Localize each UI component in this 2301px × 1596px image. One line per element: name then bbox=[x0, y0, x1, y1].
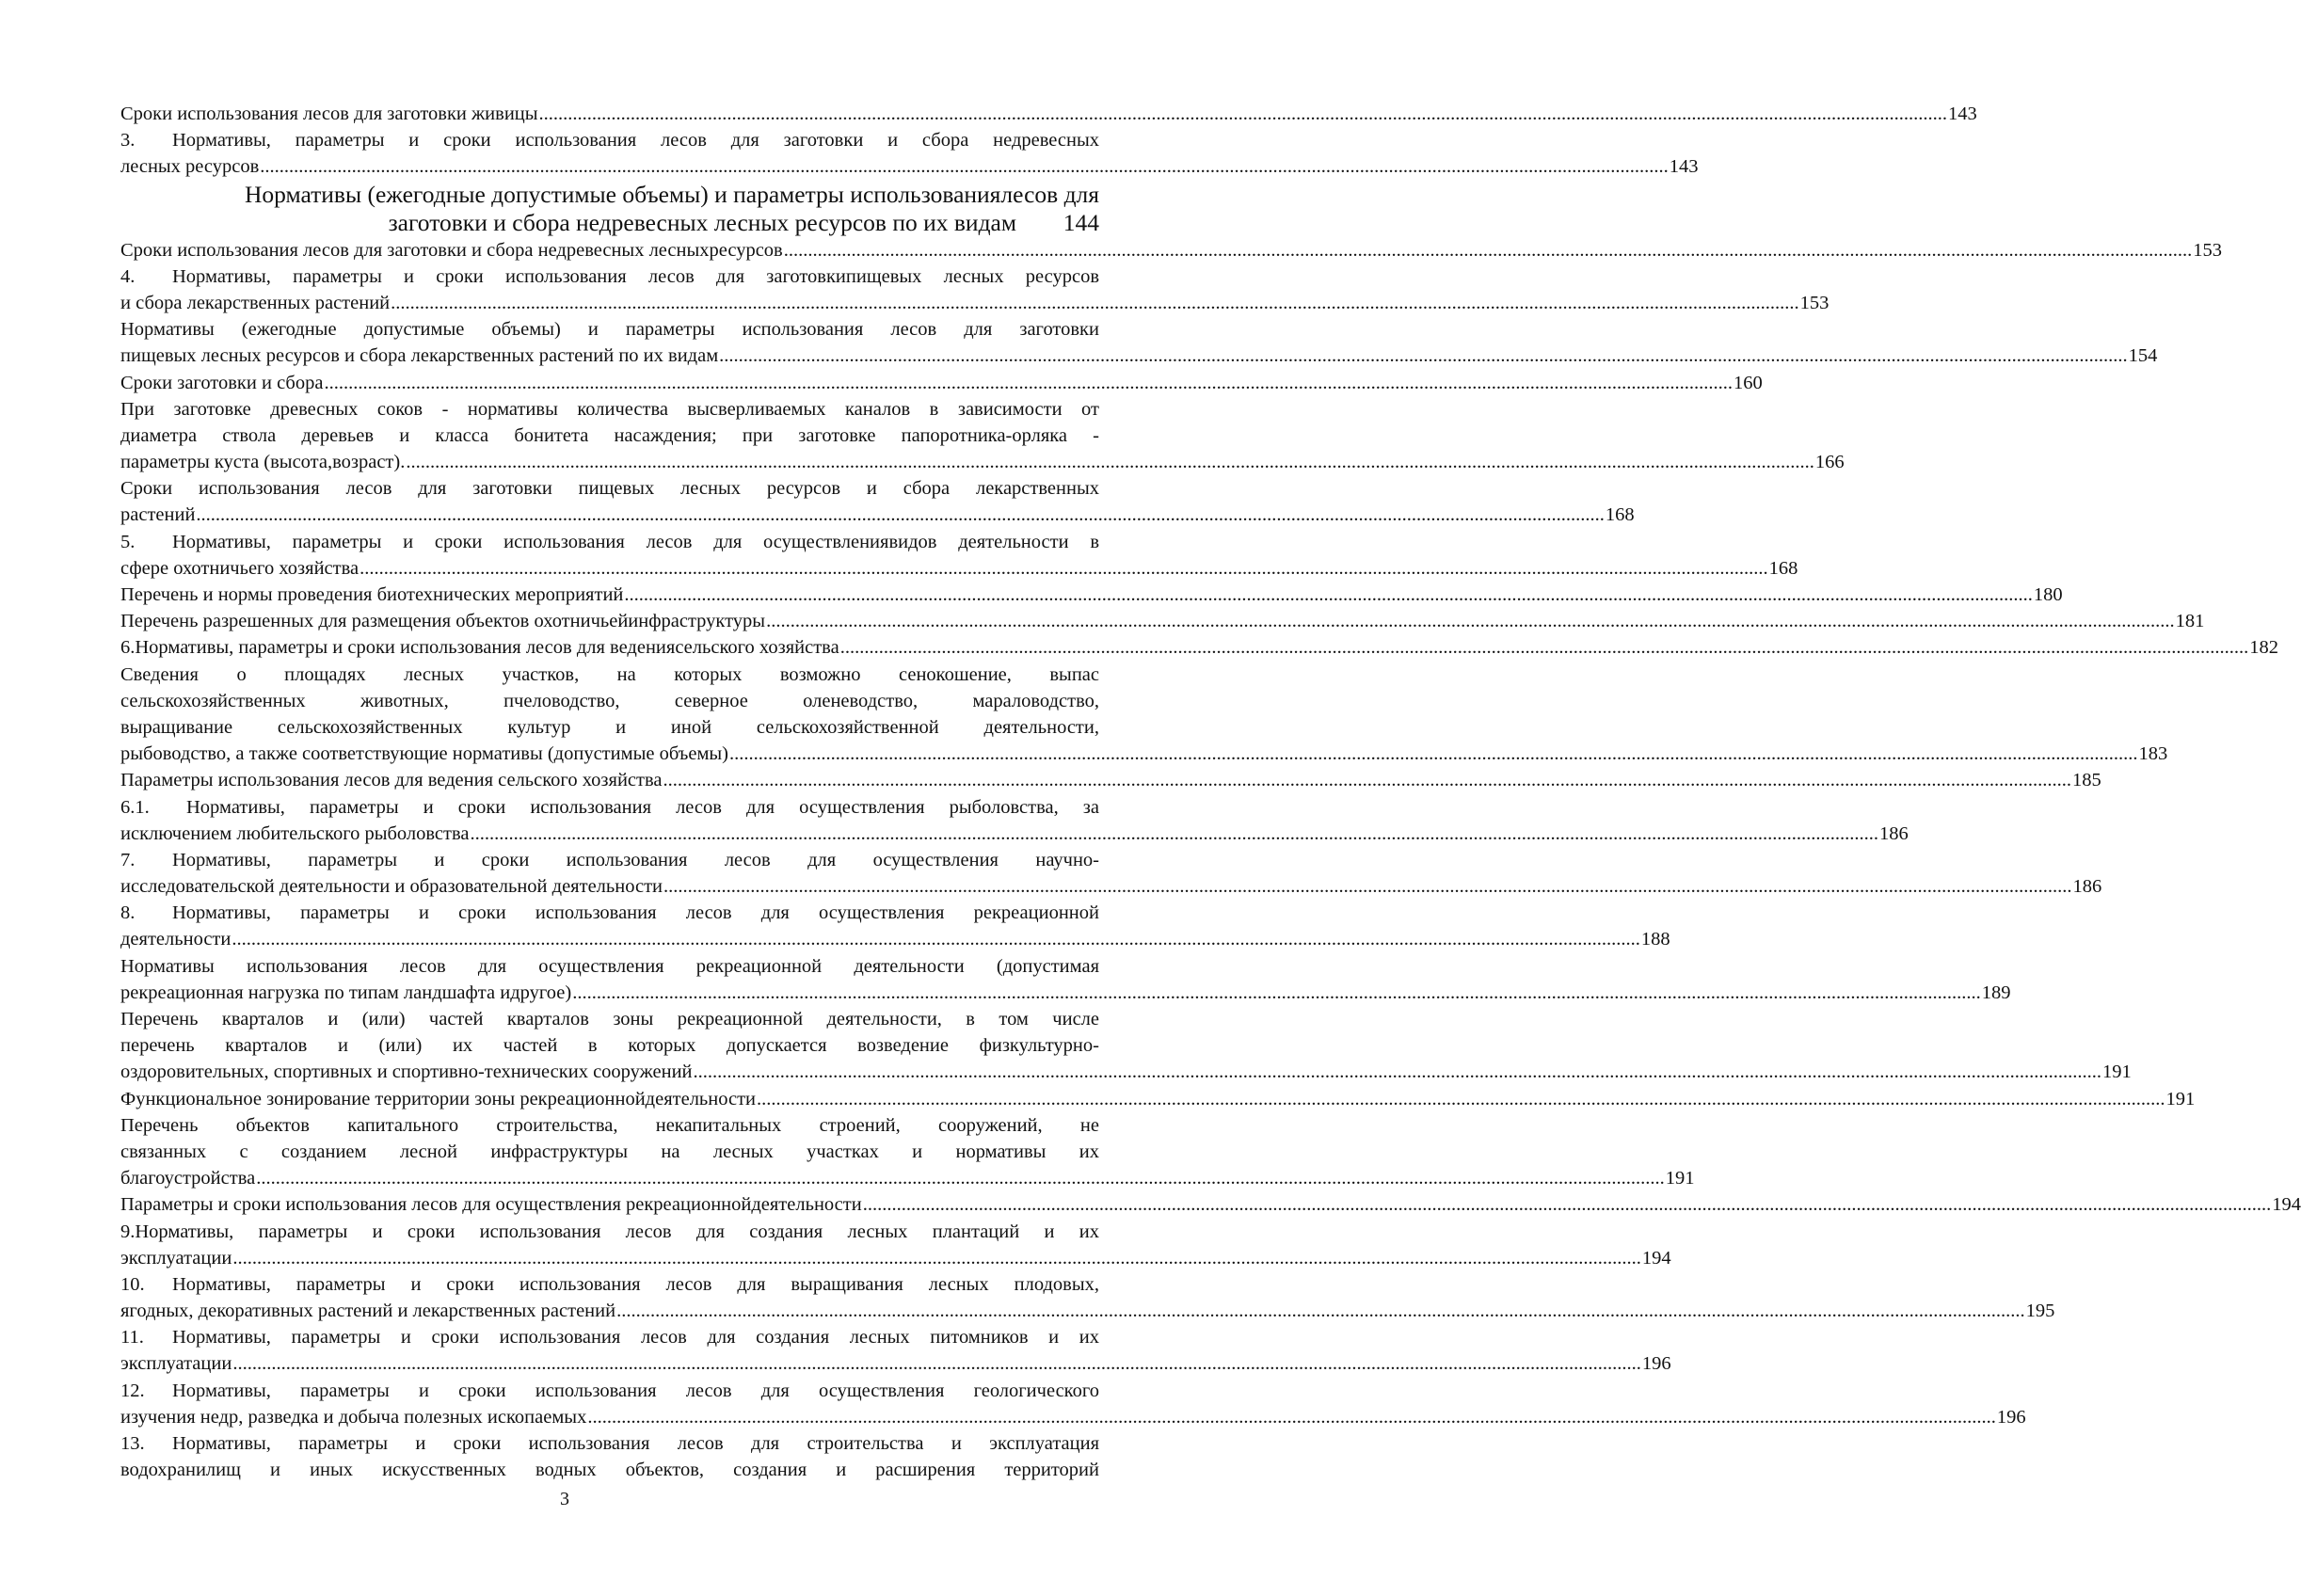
toc-entry-line bbox=[120, 316, 1099, 343]
dot-leader bbox=[784, 237, 2193, 263]
toc-entry-line bbox=[120, 714, 1099, 741]
toc-entry-line bbox=[120, 502, 1635, 528]
toc-entry-line bbox=[120, 343, 2158, 369]
toc-entry bbox=[120, 1324, 1671, 1377]
toc-page-number: 166 bbox=[1814, 452, 1845, 473]
toc-entry bbox=[120, 101, 1977, 127]
toc-page-number: 195 bbox=[2025, 1301, 2055, 1322]
toc-entry-title: и сбора лекарственных растений bbox=[120, 292, 391, 313]
toc-entry-title: Сроки использования лесов для заготовки и сбора недревесных лесныхресурсов bbox=[120, 239, 783, 261]
toc-entry-line bbox=[120, 555, 1798, 582]
toc-entry-title: заготовки и сбора недревесных лесных ресурсов по их видам bbox=[388, 208, 1016, 236]
toc-entry bbox=[120, 1006, 2132, 1086]
toc-entry-line bbox=[120, 127, 1099, 153]
page-number: 3 bbox=[560, 1489, 569, 1509]
toc-entry-title: рекреационная нагрузка по типам ландшафта идругое) bbox=[120, 982, 572, 1003]
toc-page-number: 182 bbox=[2249, 637, 2278, 659]
toc-page-number: 186 bbox=[1879, 822, 1909, 844]
toc-entry-text: диаметра ствола деревьев и класса бонитета насаждения; при заготовке папоротника-орляка - bbox=[120, 424, 1099, 446]
toc-page-number: 196 bbox=[1996, 1406, 2026, 1428]
dot-leader bbox=[663, 873, 2072, 900]
toc-entry-text: Перечень объектов капитального строительства, некапитальных строений, сооружений, не bbox=[120, 1114, 1099, 1136]
dot-leader bbox=[256, 1165, 1665, 1191]
toc-entry-line bbox=[120, 1457, 1099, 1483]
toc-entry-text: Нормативы, параметры и сроки использования лесов для осуществления геологического bbox=[172, 1380, 1099, 1401]
toc-entry-line bbox=[120, 1059, 2132, 1085]
toc-entry-line bbox=[120, 767, 2101, 793]
toc-entry-line bbox=[120, 1032, 1099, 1059]
toc-entry-line bbox=[120, 926, 1670, 952]
toc-entry-line bbox=[120, 1350, 1671, 1377]
dot-leader bbox=[360, 555, 1768, 582]
toc-entry-line bbox=[120, 741, 2168, 767]
toc-entry-text: Нормативы, параметры и сроки использования лесов для создания лесных питомников и их bbox=[172, 1327, 1099, 1349]
section-number: 10. bbox=[120, 1273, 145, 1295]
toc-entry-line bbox=[120, 662, 1099, 688]
toc-entry-text: Нормативы, параметры и сроки использования лесов для осуществлениявидов деятельности в bbox=[172, 531, 1099, 552]
toc-entry bbox=[120, 1378, 2026, 1430]
toc-entry-title: ягодных, декоративных растений и лекарственных растений bbox=[120, 1301, 616, 1322]
toc-entry bbox=[120, 396, 1845, 476]
dot-leader bbox=[539, 101, 1948, 127]
toc-entry-text: Нормативы (ежегодные допустимые объемы) и параметры использования лесов для заготовки bbox=[120, 319, 1099, 341]
toc-entry bbox=[120, 767, 2101, 793]
toc-entry-text: Нормативы, параметры и сроки использования лесов для строительства и эксплуатация bbox=[172, 1433, 1099, 1454]
toc-page-number: 181 bbox=[2175, 611, 2205, 632]
toc-entry bbox=[120, 1219, 1671, 1271]
dot-leader bbox=[616, 1298, 2025, 1324]
toc-page-number: 191 bbox=[1665, 1168, 1695, 1189]
section-number: 8. bbox=[120, 902, 136, 924]
toc-entry-text: Нормативы, параметры и сроки использования лесов для заготовкипищевых лесных ресурсов bbox=[172, 265, 1099, 287]
toc-page-number: 194 bbox=[1641, 1247, 1671, 1269]
toc-entry-line bbox=[120, 794, 1099, 821]
toc-entry-title: Сроки заготовки и сбора bbox=[120, 372, 324, 393]
toc-entry bbox=[120, 181, 1101, 237]
dot-leader bbox=[719, 343, 2128, 369]
toc-entry-text: Перечень кварталов и (или) частей кварталов зоны рекреационной деятельности, в том числе bbox=[120, 1009, 1099, 1029]
toc-entry-line bbox=[120, 209, 1099, 237]
toc-entry-title: Параметры и сроки использования лесов для осуществления рекреационнойдеятельности bbox=[120, 1194, 862, 1216]
toc-entry-text: Сведения о площадях лесных участков, на которых возможно сенокошение, выпас bbox=[120, 663, 1099, 685]
toc-entry bbox=[120, 1271, 2055, 1324]
dot-leader bbox=[587, 1404, 1996, 1430]
toc-entry-line bbox=[120, 101, 1977, 127]
toc-entry-line bbox=[120, 1191, 2301, 1218]
toc-entry-line bbox=[120, 1112, 1099, 1139]
dot-leader bbox=[391, 290, 1799, 316]
toc-entry-line bbox=[120, 608, 2205, 634]
toc-entry-text: Сроки использования лесов для заготовки пищевых лесных ресурсов и сбора лекарственных bbox=[120, 478, 1099, 500]
toc-entry-text: Нормативы, параметры и сроки использования лесов для выращивания лесных плодовых, bbox=[172, 1273, 1099, 1295]
toc-page-number: 143 bbox=[1948, 104, 1977, 124]
toc-page-number: 153 bbox=[1799, 292, 1830, 313]
toc-page-number: 144 bbox=[1063, 208, 1099, 236]
toc-entry-line bbox=[120, 1271, 1099, 1298]
toc-page-number: 191 bbox=[2102, 1061, 2132, 1083]
toc-entry-line bbox=[120, 980, 2011, 1006]
toc-entry-title: изучения недр, разведка и добыча полезных ископаемых bbox=[120, 1406, 587, 1428]
toc-entry-line bbox=[120, 582, 2063, 608]
toc-entry bbox=[120, 237, 2222, 263]
dot-leader bbox=[729, 741, 2138, 767]
toc-entry-title: Функциональное зонирование территории зоны рекреационнойдеятельности bbox=[120, 1088, 757, 1109]
toc-page-number: 168 bbox=[1768, 557, 1798, 579]
toc-entry bbox=[120, 582, 2063, 608]
toc-entry-line bbox=[120, 237, 2222, 263]
dot-leader bbox=[840, 634, 2249, 661]
toc-entry-line bbox=[120, 1006, 1099, 1032]
toc-entry-title: Параметры использования лесов для ведения сельского хозяйства bbox=[120, 770, 663, 791]
toc-entry bbox=[120, 127, 1699, 180]
toc-entry-title: деятельности bbox=[120, 929, 232, 950]
section-number: 6. bbox=[120, 637, 136, 659]
dot-leader bbox=[196, 502, 1605, 528]
toc-entry-line bbox=[120, 290, 1830, 316]
toc-page-number: 194 bbox=[2272, 1194, 2301, 1216]
toc-entry-line bbox=[120, 1430, 1099, 1457]
dot-leader bbox=[757, 1086, 2165, 1112]
toc-entry-line: Нормативы (ежегодные допустимые объемы) и параметры использованиялесов для bbox=[244, 180, 1099, 208]
toc-entry-title: благоустройства bbox=[120, 1168, 256, 1189]
toc-entry-text: водохранилищ и иных искусственных водных объектов, создания и расширения территорий bbox=[120, 1460, 1099, 1481]
toc-entry-title: лесных ресурсов bbox=[120, 156, 260, 178]
dot-leader bbox=[232, 1245, 1641, 1271]
section-number: 4. bbox=[120, 265, 136, 287]
toc-entry-line bbox=[120, 1165, 1695, 1191]
toc-entry-text: Нормативы использования лесов для осуществления рекреационной деятельности (допустимая bbox=[120, 955, 1099, 977]
toc-entry-title: Перечень и нормы проведения биотехнических мероприятий bbox=[120, 584, 624, 605]
section-number: 5. bbox=[120, 531, 136, 552]
toc-entry-line bbox=[120, 396, 1099, 423]
toc-entry bbox=[120, 263, 1830, 316]
toc-entry bbox=[120, 662, 2168, 768]
toc-entry-line bbox=[120, 1219, 1099, 1245]
toc-entry-line bbox=[120, 847, 1099, 873]
dot-leader bbox=[863, 1191, 2272, 1218]
toc-page-number: 196 bbox=[1641, 1353, 1671, 1375]
toc-entry-title: пищевых лесных ресурсов и сбора лекарственных растений по их видам bbox=[120, 345, 719, 367]
toc-entry bbox=[120, 529, 1798, 582]
toc-entry-line bbox=[120, 1378, 1099, 1404]
toc-entry bbox=[120, 370, 1763, 396]
dot-leader bbox=[471, 821, 1879, 847]
toc-entry bbox=[120, 634, 2278, 661]
toc-entry-title: растений bbox=[120, 504, 196, 526]
toc-entry-line bbox=[120, 423, 1099, 449]
toc-page-number: 143 bbox=[1669, 156, 1699, 178]
toc-entry-text: При заготовке древесных соков - нормативы количества высверливаемых каналов в зависимости от bbox=[120, 398, 1099, 420]
toc-entry bbox=[120, 1430, 1099, 1483]
toc-entry-line bbox=[120, 263, 1099, 290]
toc-entry bbox=[120, 900, 1670, 952]
toc-entry-line bbox=[120, 688, 1099, 714]
toc-entry-line bbox=[120, 1298, 2055, 1324]
toc-entry bbox=[120, 953, 2011, 1006]
toc-entry-line bbox=[120, 900, 1099, 926]
toc-entry-line bbox=[120, 1245, 1671, 1271]
toc-entry-text: связанных с созданием лесной инфраструктуры на лесных участках и нормативы их bbox=[120, 1141, 1099, 1162]
toc-entry-title: параметры куста (высота,возраст). bbox=[120, 452, 406, 473]
toc-entry bbox=[120, 316, 2158, 369]
toc-entry-text: перечень кварталов и (или) их частей в которых допускается возведение физкультурно- bbox=[120, 1035, 1099, 1057]
toc-page-number: 188 bbox=[1640, 929, 1670, 950]
section-number: 12. bbox=[120, 1380, 145, 1401]
dot-leader bbox=[232, 926, 1640, 952]
dot-leader bbox=[260, 153, 1669, 180]
toc-entry-line bbox=[120, 370, 1763, 396]
table-of-contents bbox=[120, 101, 2301, 1483]
toc-entry-line bbox=[120, 153, 1699, 180]
toc-page-number: 168 bbox=[1605, 504, 1635, 526]
toc-entry-title: оздоровительных, спортивных и спортивно-технических сооружений bbox=[120, 1061, 693, 1083]
toc-entry-title: исследовательской деятельности и образовательной деятельности bbox=[120, 876, 663, 898]
toc-entry-text: 9.Нормативы, параметры и сроки использования лесов для создания лесных плантаций и их bbox=[120, 1221, 1099, 1242]
toc-entry-line bbox=[120, 821, 1909, 847]
toc-entry-line bbox=[120, 1324, 1099, 1350]
toc-entry-title: исключением любительского рыболовства bbox=[120, 822, 470, 844]
toc-page-number: 160 bbox=[1733, 372, 1763, 393]
toc-entry-title: сфере охотничьего хозяйства bbox=[120, 557, 360, 579]
toc-entry bbox=[120, 1112, 1695, 1192]
toc-page-number: 191 bbox=[2165, 1088, 2196, 1109]
dot-leader bbox=[232, 1350, 1641, 1377]
toc-entry bbox=[120, 475, 1635, 528]
toc-entry-line bbox=[120, 1086, 2196, 1112]
dot-leader bbox=[624, 582, 2033, 608]
toc-entry-title: Нормативы, параметры и сроки использования лесов для ведениясельского хозяйства bbox=[135, 637, 839, 659]
dot-leader bbox=[406, 449, 1814, 475]
toc-entry-text: сельскохозяйственных животных, пчеловодство, северное оленеводство, мараловодство, bbox=[120, 690, 1099, 711]
toc-entry-title: эксплуатации bbox=[120, 1247, 232, 1269]
toc-page-number: 180 bbox=[2033, 584, 2063, 605]
section-number: 11. bbox=[120, 1327, 144, 1349]
toc-entry-line bbox=[120, 1404, 2026, 1430]
section-number: 7. bbox=[120, 849, 136, 870]
toc-entry bbox=[120, 1191, 2301, 1218]
dot-leader bbox=[694, 1059, 2102, 1085]
toc-entry-text: Нормативы, параметры и сроки использования лесов для осуществления рыболовства, за bbox=[186, 796, 1099, 818]
toc-page-number: 186 bbox=[2072, 876, 2102, 898]
toc-entry-text: Нормативы, параметры и сроки использования лесов для заготовки и сбора недревесных bbox=[172, 130, 1099, 152]
toc-page-number: 183 bbox=[2138, 743, 2168, 765]
section-number: 3. bbox=[120, 130, 136, 152]
toc-page-number: 189 bbox=[1981, 982, 2011, 1003]
toc-entry-line bbox=[120, 529, 1099, 555]
toc-entry bbox=[120, 608, 2205, 634]
dot-leader bbox=[324, 370, 1733, 396]
toc-entry-text: Нормативы, параметры и сроки использования лесов для осуществления рекреационной bbox=[172, 902, 1099, 924]
toc-page-number: 154 bbox=[2128, 345, 2158, 367]
toc-entry-line bbox=[120, 1139, 1099, 1165]
toc-entry-title: рыбоводство, а также соответствующие нормативы (допустимые объемы) bbox=[120, 743, 729, 765]
toc-entry-line bbox=[120, 475, 1099, 502]
toc-entry-text: Нормативы, параметры и сроки использования лесов для осуществления научно- bbox=[172, 849, 1099, 870]
section-number: 13. bbox=[120, 1433, 145, 1454]
dot-leader bbox=[766, 608, 2175, 634]
toc-entry-title: Сроки использования лесов для заготовки живицы bbox=[120, 104, 538, 124]
toc-entry-line bbox=[120, 953, 1099, 980]
toc-entry-title: Перечень разрешенных для размещения объектов охотничьейинфраструктуры bbox=[120, 611, 766, 632]
toc-entry-line bbox=[120, 449, 1845, 475]
toc-page-number: 185 bbox=[2071, 770, 2101, 791]
dot-leader bbox=[663, 767, 2071, 793]
dot-leader bbox=[572, 980, 1981, 1006]
toc-page-number: 153 bbox=[2193, 239, 2222, 261]
toc-entry bbox=[120, 847, 2102, 900]
toc-entry-text: выращивание сельскохозяйственных культур и иной сельскохозяйственной деятельности, bbox=[120, 716, 1099, 738]
toc-entry-line bbox=[120, 873, 2102, 900]
toc-entry-line bbox=[120, 634, 2278, 661]
toc-entry-title: эксплуатации bbox=[120, 1353, 232, 1375]
toc-entry bbox=[120, 794, 1909, 847]
section-number: 6.1. bbox=[120, 796, 150, 818]
toc-entry bbox=[120, 1086, 2196, 1112]
